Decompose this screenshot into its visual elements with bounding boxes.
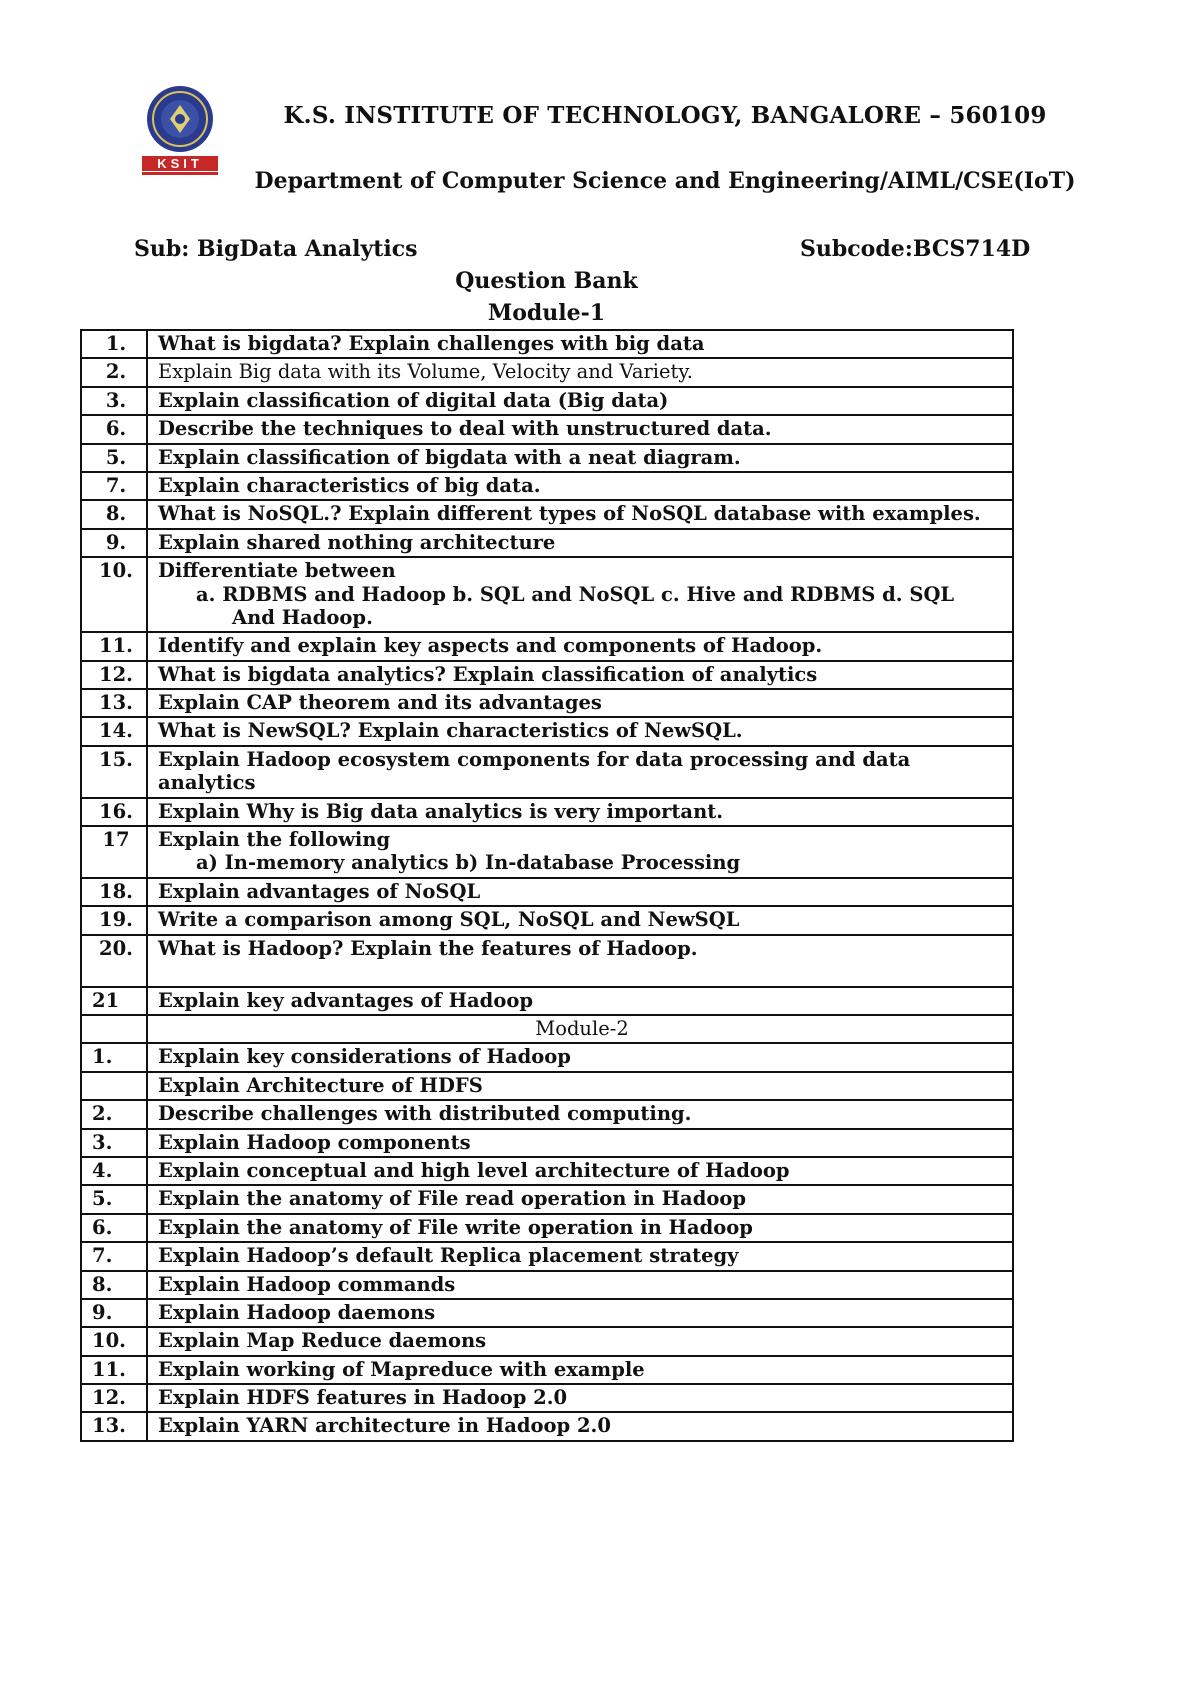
question-number: 1.	[81, 330, 147, 358]
question-number: 9.	[81, 1299, 147, 1327]
question-text: Explain Architecture of HDFS	[147, 1072, 1013, 1100]
question-text: Explain key advantages of Hadoop	[147, 987, 1013, 1015]
question-number: 7.	[81, 472, 147, 500]
question-text: What is NoSQL.? Explain different types of NoSQL database with examples.	[147, 500, 1013, 528]
table-row	[81, 717, 1013, 745]
question-number: 10.	[81, 557, 147, 632]
question-subparts: a) In-memory analytics b) In-database Processing	[196, 851, 741, 875]
question-number: 21	[81, 987, 147, 1015]
question-number: 20.	[81, 935, 147, 987]
question-number: 19.	[81, 906, 147, 934]
question-text: Explain Hadoop commands	[147, 1271, 1013, 1299]
question-number: 17	[81, 826, 147, 878]
question-number: 11.	[81, 1356, 147, 1384]
question-number: 3.	[81, 1129, 147, 1157]
table-row	[81, 1299, 1013, 1327]
table-row	[81, 444, 1013, 472]
subject-label: Sub: BigData Analytics	[134, 236, 418, 262]
question-text: Explain Hadoop ecosystem components for data processing and data analytics	[147, 746, 1013, 798]
module-1-title: Module-1	[487, 300, 606, 326]
question-number: 9.	[81, 529, 147, 557]
table-row	[81, 1327, 1013, 1355]
question-table	[80, 329, 1014, 1442]
question-main: Differentiate between	[158, 559, 396, 583]
question-number: 6.	[81, 415, 147, 443]
table-row	[81, 1271, 1013, 1299]
question-text: Explain Hadoop components	[147, 1129, 1013, 1157]
table-row	[81, 689, 1013, 717]
question-text: Explain characteristics of big data.	[147, 472, 1013, 500]
question-number: 13.	[81, 689, 147, 717]
question-number: 15.	[81, 746, 147, 798]
question-text: Explain CAP theorem and its advantages	[147, 689, 1013, 717]
question-main: Explain the following	[158, 828, 391, 852]
question-text: Explain conceptual and high level architecture of Hadoop	[147, 1157, 1013, 1185]
ksit-logo	[140, 85, 220, 177]
question-text: Identify and explain key aspects and components of Hadoop.	[147, 632, 1013, 660]
question-text: What is bigdata analytics? Explain classification of analytics	[147, 661, 1013, 689]
module-2-title: Module-2	[147, 1015, 1013, 1043]
question-number: 6.	[81, 1214, 147, 1242]
table-row	[81, 1384, 1013, 1412]
question-number: 5.	[81, 1185, 147, 1213]
question-text: Explain shared nothing architecture	[147, 529, 1013, 557]
question-text: Explain Why is Big data analytics is very important.	[147, 798, 1013, 826]
table-row	[81, 1072, 1013, 1100]
table-row	[81, 1185, 1013, 1213]
question-subparts: a. RDBMS and Hadoop b. SQL and NoSQL c. Hive and RDBMS d. SQL	[196, 582, 955, 606]
table-row	[81, 358, 1013, 386]
question-number	[81, 1072, 147, 1100]
question-number: 13.	[81, 1412, 147, 1440]
table-row	[81, 557, 1013, 632]
table-row	[81, 472, 1013, 500]
question-number: 2.	[81, 1100, 147, 1128]
question-text: Explain Hadoop daemons	[147, 1299, 1013, 1327]
question-number: 10.	[81, 1327, 147, 1355]
table-row	[81, 1412, 1013, 1440]
table-row	[81, 661, 1013, 689]
table-row	[81, 878, 1013, 906]
question-text: Explain classification of digital data (Big data)	[147, 387, 1013, 415]
question-number: 16.	[81, 798, 147, 826]
table-row	[81, 632, 1013, 660]
table-row	[81, 906, 1013, 934]
table-row	[81, 798, 1013, 826]
question-number: 5.	[81, 444, 147, 472]
table-row	[81, 1214, 1013, 1242]
question-text: Explain classification of bigdata with a neat diagram.	[147, 444, 1013, 472]
question-text: Describe challenges with distributed computing.	[147, 1100, 1013, 1128]
question-text: What is bigdata? Explain challenges with big data	[147, 330, 1013, 358]
question-text: Explain working of Mapreduce with example	[147, 1356, 1013, 1384]
question-number: 12.	[81, 661, 147, 689]
question-text: Describe the techniques to deal with unstructured data.	[147, 415, 1013, 443]
question-text: Explain advantages of NoSQL	[147, 878, 1013, 906]
question-text	[147, 826, 1013, 878]
empty-cell	[81, 1015, 147, 1043]
question-text: Write a comparison among SQL, NoSQL and NewSQL	[147, 906, 1013, 934]
question-number: 8.	[81, 1271, 147, 1299]
question-number: 7.	[81, 1242, 147, 1270]
table-row	[81, 1043, 1013, 1071]
question-text: Explain Hadoop’s default Replica placement strategy	[147, 1242, 1013, 1270]
question-number: 4.	[81, 1157, 147, 1185]
question-text	[147, 557, 1013, 632]
question-text: What is Hadoop? Explain the features of Hadoop.	[147, 935, 1013, 987]
question-text: Explain the anatomy of File write operation in Hadoop	[147, 1214, 1013, 1242]
question-number: 2.	[81, 358, 147, 386]
table-row	[81, 1242, 1013, 1270]
table-row	[81, 1157, 1013, 1185]
question-text: Explain the anatomy of File read operation in Hadoop	[147, 1185, 1013, 1213]
question-subparts-continued: And Hadoop.	[232, 605, 373, 629]
question-text: Explain key considerations of Hadoop	[147, 1043, 1013, 1071]
question-number: 1.	[81, 1043, 147, 1071]
institute-title: K.S. INSTITUTE OF TECHNOLOGY, BANGALORE – 560109	[283, 102, 1047, 129]
question-number: 11.	[81, 632, 147, 660]
question-text: Explain Map Reduce daemons	[147, 1327, 1013, 1355]
table-row	[81, 987, 1013, 1015]
table-row	[81, 826, 1013, 878]
table-row	[81, 387, 1013, 415]
question-text: Explain HDFS features in Hadoop 2.0	[147, 1384, 1013, 1412]
table-row	[81, 1356, 1013, 1384]
table-row	[81, 330, 1013, 358]
table-row	[81, 935, 1013, 987]
table-row	[81, 1129, 1013, 1157]
question-text: What is NewSQL? Explain characteristics of NewSQL.	[147, 717, 1013, 745]
table-row	[81, 746, 1013, 798]
table-row	[81, 1100, 1013, 1128]
question-text: Explain YARN architecture in Hadoop 2.0	[147, 1412, 1013, 1440]
department-title: Department of Computer Science and Engineering/AIML/CSE(IoT)	[254, 168, 1076, 194]
table-row	[81, 415, 1013, 443]
question-number: 18.	[81, 878, 147, 906]
module-2-header-row	[81, 1015, 1013, 1043]
table-row	[81, 529, 1013, 557]
question-number: 12.	[81, 1384, 147, 1412]
subject-code: Subcode:BCS714D	[800, 236, 1031, 262]
question-number: 3.	[81, 387, 147, 415]
question-text: Explain Big data with its Volume, Velocity and Variety.	[147, 358, 1013, 386]
question-number: 14.	[81, 717, 147, 745]
table-row	[81, 500, 1013, 528]
question-number: 8.	[81, 500, 147, 528]
document-title: Question Bank	[455, 268, 638, 294]
svg-text:KSIT: KSIT	[157, 156, 203, 171]
